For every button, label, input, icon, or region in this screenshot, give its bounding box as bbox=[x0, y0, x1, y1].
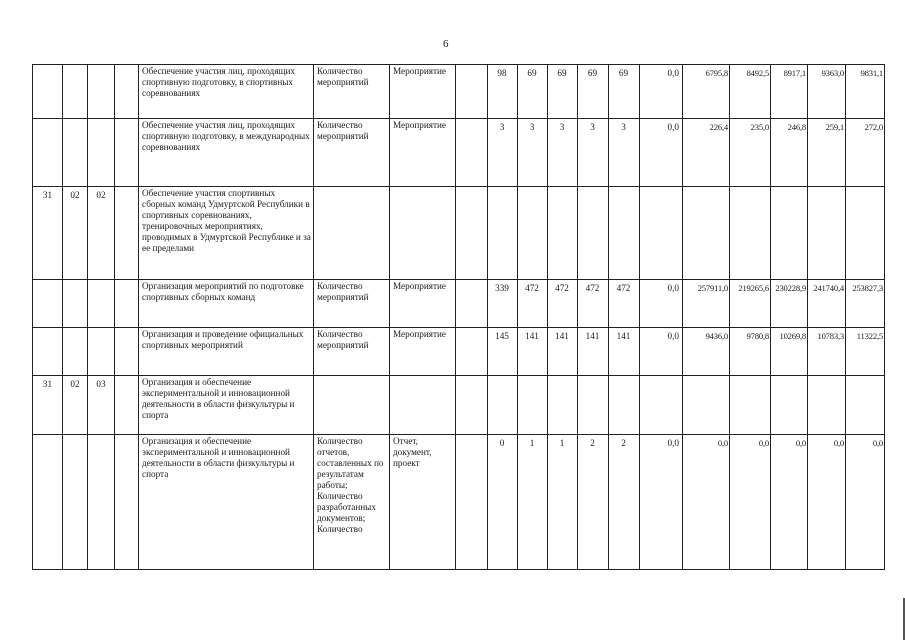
value-cell-3: 141 bbox=[548, 328, 578, 376]
indicator-cell: Количество мероприятий bbox=[314, 119, 390, 187]
finance-cell-5 bbox=[808, 376, 846, 435]
value-cell-3: 1 bbox=[548, 435, 578, 570]
indicator-cell: Количество отчетов, составленных по результатам работы; Количество разработанных документов; Количество bbox=[314, 435, 390, 570]
value-cell-3 bbox=[548, 187, 578, 280]
table-row bbox=[33, 119, 885, 187]
finance-cell-6 bbox=[846, 187, 885, 280]
code-col-2 bbox=[63, 119, 88, 187]
value-cell-5: 69 bbox=[609, 65, 640, 119]
finance-cell-2: 6795,8 bbox=[683, 65, 730, 119]
code-col-2 bbox=[63, 65, 88, 119]
indicator-cell bbox=[314, 376, 390, 435]
value-cell-1 bbox=[488, 376, 518, 435]
activity-name-cell: Организация и проведение официальных спортивных мероприятий bbox=[139, 328, 314, 376]
unit-cell: Мероприятие bbox=[390, 328, 456, 376]
table-row bbox=[33, 376, 885, 435]
unit-cell: Мероприятие bbox=[390, 119, 456, 187]
finance-cell-4 bbox=[771, 187, 808, 280]
finance-cell-4: 230228,9 bbox=[771, 280, 808, 328]
finance-cell-6 bbox=[846, 376, 885, 435]
code-col-4 bbox=[115, 280, 139, 328]
finance-cell-1: 0,0 bbox=[640, 435, 683, 570]
value-cell-2: 472 bbox=[518, 280, 548, 328]
activity-name-cell: Обеспечение участия лиц, проходящих спортивную подготовку, в международных соревнованиях bbox=[139, 119, 314, 187]
unit-cell: Отчет, документ, проект bbox=[390, 435, 456, 570]
value-cell-2 bbox=[518, 187, 548, 280]
code-col-2 bbox=[63, 435, 88, 570]
table-body bbox=[33, 65, 885, 570]
table-row bbox=[33, 328, 885, 376]
value-cell-5: 472 bbox=[609, 280, 640, 328]
finance-cell-3 bbox=[730, 187, 771, 280]
activity-name-cell: Обеспечение участия спортивных сборных команд Удмуртской Республики в спортивных соревнованиях, тренировочных мероприятиях, проводимых в Удмуртской Республике и за ее пределами bbox=[139, 187, 314, 280]
value-cell-3: 69 bbox=[548, 65, 578, 119]
finance-cell-4: 10269,8 bbox=[771, 328, 808, 376]
value-cell-2: 1 bbox=[518, 435, 548, 570]
finance-cell-2: 9436,0 bbox=[683, 328, 730, 376]
value-cell-1: 0 bbox=[488, 435, 518, 570]
value-cell-5: 3 bbox=[609, 119, 640, 187]
code-col-4 bbox=[115, 435, 139, 570]
value-cell-3: 3 bbox=[548, 119, 578, 187]
value-cell-5 bbox=[609, 376, 640, 435]
finance-cell-4 bbox=[771, 376, 808, 435]
blank-cell bbox=[456, 187, 488, 280]
program-table-wrapper bbox=[32, 64, 885, 570]
finance-cell-5: 10783,3 bbox=[808, 328, 846, 376]
code-col-3: 03 bbox=[88, 376, 115, 435]
code-col-1 bbox=[33, 435, 63, 570]
finance-cell-6: 272,0 bbox=[846, 119, 885, 187]
indicator-cell: Количество мероприятий bbox=[314, 280, 390, 328]
finance-cell-3: 235,0 bbox=[730, 119, 771, 187]
value-cell-3: 472 bbox=[548, 280, 578, 328]
value-cell-4: 3 bbox=[578, 119, 609, 187]
code-col-1 bbox=[33, 65, 63, 119]
code-col-4 bbox=[115, 187, 139, 280]
code-col-1 bbox=[33, 280, 63, 328]
finance-cell-3: 8492,5 bbox=[730, 65, 771, 119]
finance-cell-6: 253827,3 bbox=[846, 280, 885, 328]
value-cell-4: 472 bbox=[578, 280, 609, 328]
finance-cell-5: 9363,0 bbox=[808, 65, 846, 119]
code-col-3 bbox=[88, 119, 115, 187]
finance-cell-5 bbox=[808, 187, 846, 280]
page-number: 6 bbox=[443, 38, 449, 50]
finance-cell-2: 0,0 bbox=[683, 435, 730, 570]
table-row bbox=[33, 435, 885, 570]
value-cell-1: 145 bbox=[488, 328, 518, 376]
activity-name-cell: Организация и обеспечение экспериментальной и инновационной деятельности в области физкультуры и спорта bbox=[139, 376, 314, 435]
value-cell-4: 69 bbox=[578, 65, 609, 119]
value-cell-2: 3 bbox=[518, 119, 548, 187]
finance-cell-6: 0,0 bbox=[846, 435, 885, 570]
finance-cell-5: 241740,4 bbox=[808, 280, 846, 328]
value-cell-1: 3 bbox=[488, 119, 518, 187]
code-col-3 bbox=[88, 65, 115, 119]
value-cell-4: 2 bbox=[578, 435, 609, 570]
finance-cell-5: 0,0 bbox=[808, 435, 846, 570]
value-cell-4: 141 bbox=[578, 328, 609, 376]
code-col-4 bbox=[115, 119, 139, 187]
value-cell-2: 141 bbox=[518, 328, 548, 376]
value-cell-1: 98 bbox=[488, 65, 518, 119]
unit-cell: Мероприятие bbox=[390, 280, 456, 328]
finance-cell-2 bbox=[683, 187, 730, 280]
finance-cell-1: 0,0 bbox=[640, 119, 683, 187]
finance-cell-3: 9780,8 bbox=[730, 328, 771, 376]
value-cell-2: 69 bbox=[518, 65, 548, 119]
finance-cell-1 bbox=[640, 187, 683, 280]
code-col-1 bbox=[33, 328, 63, 376]
code-col-2 bbox=[63, 328, 88, 376]
finance-cell-4: 0,0 bbox=[771, 435, 808, 570]
code-col-1: 31 bbox=[33, 376, 63, 435]
finance-cell-2: 226,4 bbox=[683, 119, 730, 187]
value-cell-4 bbox=[578, 376, 609, 435]
value-cell-1 bbox=[488, 187, 518, 280]
value-cell-5: 141 bbox=[609, 328, 640, 376]
code-col-4 bbox=[115, 328, 139, 376]
value-cell-2 bbox=[518, 376, 548, 435]
indicator-cell: Количество мероприятий bbox=[314, 328, 390, 376]
finance-cell-4: 246,8 bbox=[771, 119, 808, 187]
value-cell-5: 2 bbox=[609, 435, 640, 570]
finance-cell-1: 0,0 bbox=[640, 280, 683, 328]
table-row bbox=[33, 187, 885, 280]
finance-cell-4: 8917,1 bbox=[771, 65, 808, 119]
code-col-3 bbox=[88, 435, 115, 570]
finance-cell-1 bbox=[640, 376, 683, 435]
finance-cell-5: 259,1 bbox=[808, 119, 846, 187]
finance-cell-1: 0,0 bbox=[640, 65, 683, 119]
blank-cell bbox=[456, 376, 488, 435]
code-col-2 bbox=[63, 280, 88, 328]
blank-cell bbox=[456, 65, 488, 119]
blank-cell bbox=[456, 119, 488, 187]
blank-cell bbox=[456, 280, 488, 328]
unit-cell: Мероприятие bbox=[390, 65, 456, 119]
finance-cell-6: 11322,5 bbox=[846, 328, 885, 376]
finance-cell-3 bbox=[730, 376, 771, 435]
value-cell-5 bbox=[609, 187, 640, 280]
finance-cell-6: 9831,1 bbox=[846, 65, 885, 119]
code-col-3 bbox=[88, 280, 115, 328]
activity-name-cell: Обеспечение участия лиц, проходящих спортивную подготовку, в спортивных соревнованиях bbox=[139, 65, 314, 119]
code-col-3: 02 bbox=[88, 187, 115, 280]
value-cell-4 bbox=[578, 187, 609, 280]
finance-cell-2: 257911,0 bbox=[683, 280, 730, 328]
code-col-3 bbox=[88, 328, 115, 376]
blank-cell bbox=[456, 435, 488, 570]
unit-cell bbox=[390, 187, 456, 280]
unit-cell bbox=[390, 376, 456, 435]
table-row bbox=[33, 65, 885, 119]
code-col-1 bbox=[33, 119, 63, 187]
finance-cell-1: 0,0 bbox=[640, 328, 683, 376]
code-col-4 bbox=[115, 376, 139, 435]
finance-cell-3: 219265,6 bbox=[730, 280, 771, 328]
finance-cell-2 bbox=[683, 376, 730, 435]
code-col-2: 02 bbox=[63, 376, 88, 435]
code-col-2: 02 bbox=[63, 187, 88, 280]
indicator-cell bbox=[314, 187, 390, 280]
program-table bbox=[32, 64, 885, 570]
activity-name-cell: Организация и обеспечение экспериментальной и инновационной деятельности в области физкультуры и спорта bbox=[139, 435, 314, 570]
finance-cell-3: 0,0 bbox=[730, 435, 771, 570]
value-cell-3 bbox=[548, 376, 578, 435]
table-row bbox=[33, 280, 885, 328]
code-col-4 bbox=[115, 65, 139, 119]
indicator-cell: Количество мероприятий bbox=[314, 65, 390, 119]
blank-cell bbox=[456, 328, 488, 376]
value-cell-1: 339 bbox=[488, 280, 518, 328]
activity-name-cell: Организация мероприятий по подготовке спортивных сборных команд bbox=[139, 280, 314, 328]
code-col-1: 31 bbox=[33, 187, 63, 280]
